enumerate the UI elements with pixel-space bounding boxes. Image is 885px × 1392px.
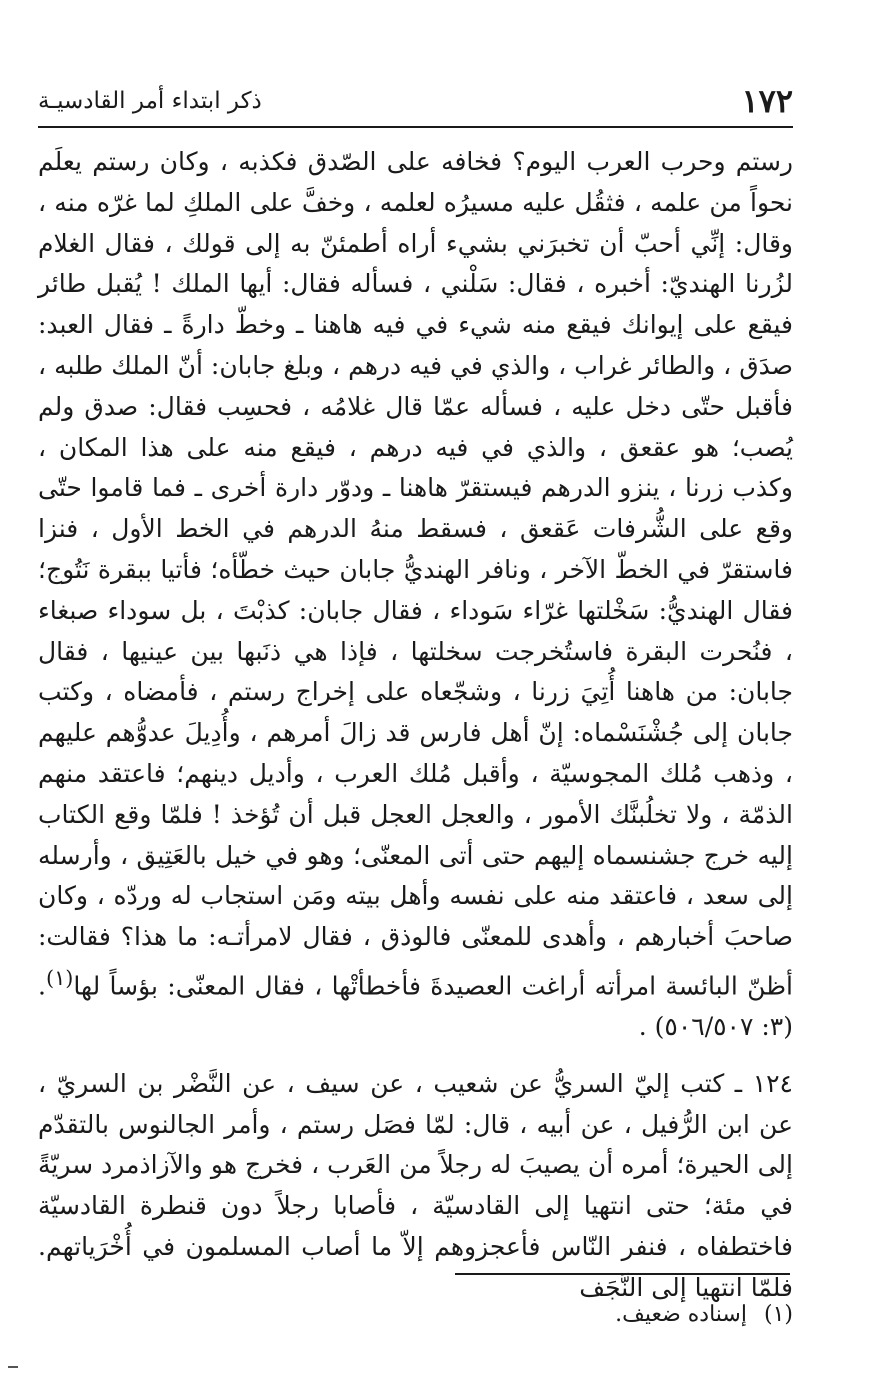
- paragraph-2: ١٢٤ ـ كتب إليّ السريُّ عن شعيب ، عن سيف ، عن النَّضْر بن السريّ ، عن ابن الرُّفيل ، عن أبيه ، قال: لمّا فصَل رستم ، وأمر الجالنوس بالتقدّم إلى الحيرة؛ أمره أن يصيبَ له رجلاً من العَرب ، فخرج هو والآزاذمرد سريّةً في مئة؛ حتى انتهيا إلى القادسيّة ، فأصابا رجلاً دون قنطرة القادسيّة فاختطفاه ، فنفر النّاس فأعجزوهم إلاّ ما أصاب المسلمون في أُخْرَياتهم. فلمّا انتهيا إلى النَّجَف: [38, 1068, 793, 1302]
- footnote-reference: (١): [45, 965, 74, 990]
- paragraph-1-tail: .: [38, 971, 46, 1001]
- footnote-rule: [455, 1273, 790, 1275]
- footnote-number: (١): [763, 1302, 793, 1327]
- body-text: [38, 142, 793, 1309]
- citation: (٣: ٥٠٦/٥٠٧) .: [638, 1012, 793, 1042]
- footnote: [38, 1297, 793, 1333]
- scan-mark: [8, 1366, 18, 1368]
- page-header: [38, 78, 793, 124]
- paragraph-1-text: رستم وحرب العرب اليوم؟ فخافه على الصّدق فكذبه ، وكان رستم يعلَم نحواً من علمه ، فثقُل عليه مسيرُه لعلمه ، وخفَّ على الملكِ لما غرّه منه ، وقال: إنِّي أحبّ أن تخبرَني بشيء أراه أطمئنّ به إلى قولك ، فقال الغلام لزُرنا الهنديّ: أخبره ، فقال: سَلْني ، فسأله فقال: أيها الملك ! يُقبل طائر فيقع على إيوانك فيقع منه شيء في فيه هاهنا ـ وخطّ دارةً ـ فقال العبد: صدَق ، والطائر غراب ، والذي في فيه درهم ، وبلغ جابان: أنّ الملك طلبه ، فأقبل حتّى دخل عليه ، فسأله عمّا قال غلامُه ، فحسِب فقال: صدق ولم يُصب؛ هو عقعق ، والذي في فيه درهم ، فيقع منه على هذا المكان ، وكذب زرنا ، ينزو الدرهم فيستقرّ هاهنا ـ ودوّر دارة أخرى ـ فما قاموا حتّى وقع على الشُّرفات عَقعق ، فسقط منهُ الدرهم في الخط الأول ، فنزا فاستقرّ في الخطّ الآخر ، ونافر الهنديُّ جابان حيث خطّأه؛ فأتيا ببقرة نَتُوج؛ فقال الهنديُّ: سَخْلتها غرّاء سَوداء ، فقال جابان: كذبْتَ ، بل سوداء صبغاء ، فنُحرت البقرة فاستُخرجت سخلتها ، فإذا هي ذنَبها بين عينيها ، فقال جابان: من هاهنا أُتِيَ زرنا ، وشجّعاه على إخراج رستم ، فأمضاه ، وكتب جابان إلى جُشْنَسْماه: إنّ أهل فارس قد زالَ أمرهم ، وأُدِيلَ عدوُّهم عليهم ، وذهب مُلك المجوسيّة ، وأقبل مُلك العرب ، وأديل دينهم؛ فاعتقد منهم الذمّة ، ولا تخلُبنَّك الأمور ، والعجل العجل قبل أن تُؤخذ ! فلمّا وقع الكتاب إليه خرج جشنسماه إليهم حتى أتى المعنّى؛ وهو في خيل بالعَتِيق ، وأرسله إلى سعد ، فاعتقد منه على نفسه وأهل بيته ومَن استجاب له وردّه ، وكان صاحبَ أخبارهم ، وأهدى للمعنّى فالوذق ، فقال لامرأتـه: ما هذا؟ فقالت: أظنّ البائسة امرأته أراغت العصيدةَ فأخطأتْها ، فقال المعنّى: بؤساً لها: [38, 147, 793, 1001]
- header-rule: [38, 126, 793, 128]
- footnote-text: إسناده ضعيف.: [615, 1302, 747, 1327]
- page-number: ١٧٢: [741, 82, 793, 120]
- running-head: ذكر ابتداء أمر القادسيـة: [38, 88, 262, 114]
- paragraph-1: [38, 142, 793, 1048]
